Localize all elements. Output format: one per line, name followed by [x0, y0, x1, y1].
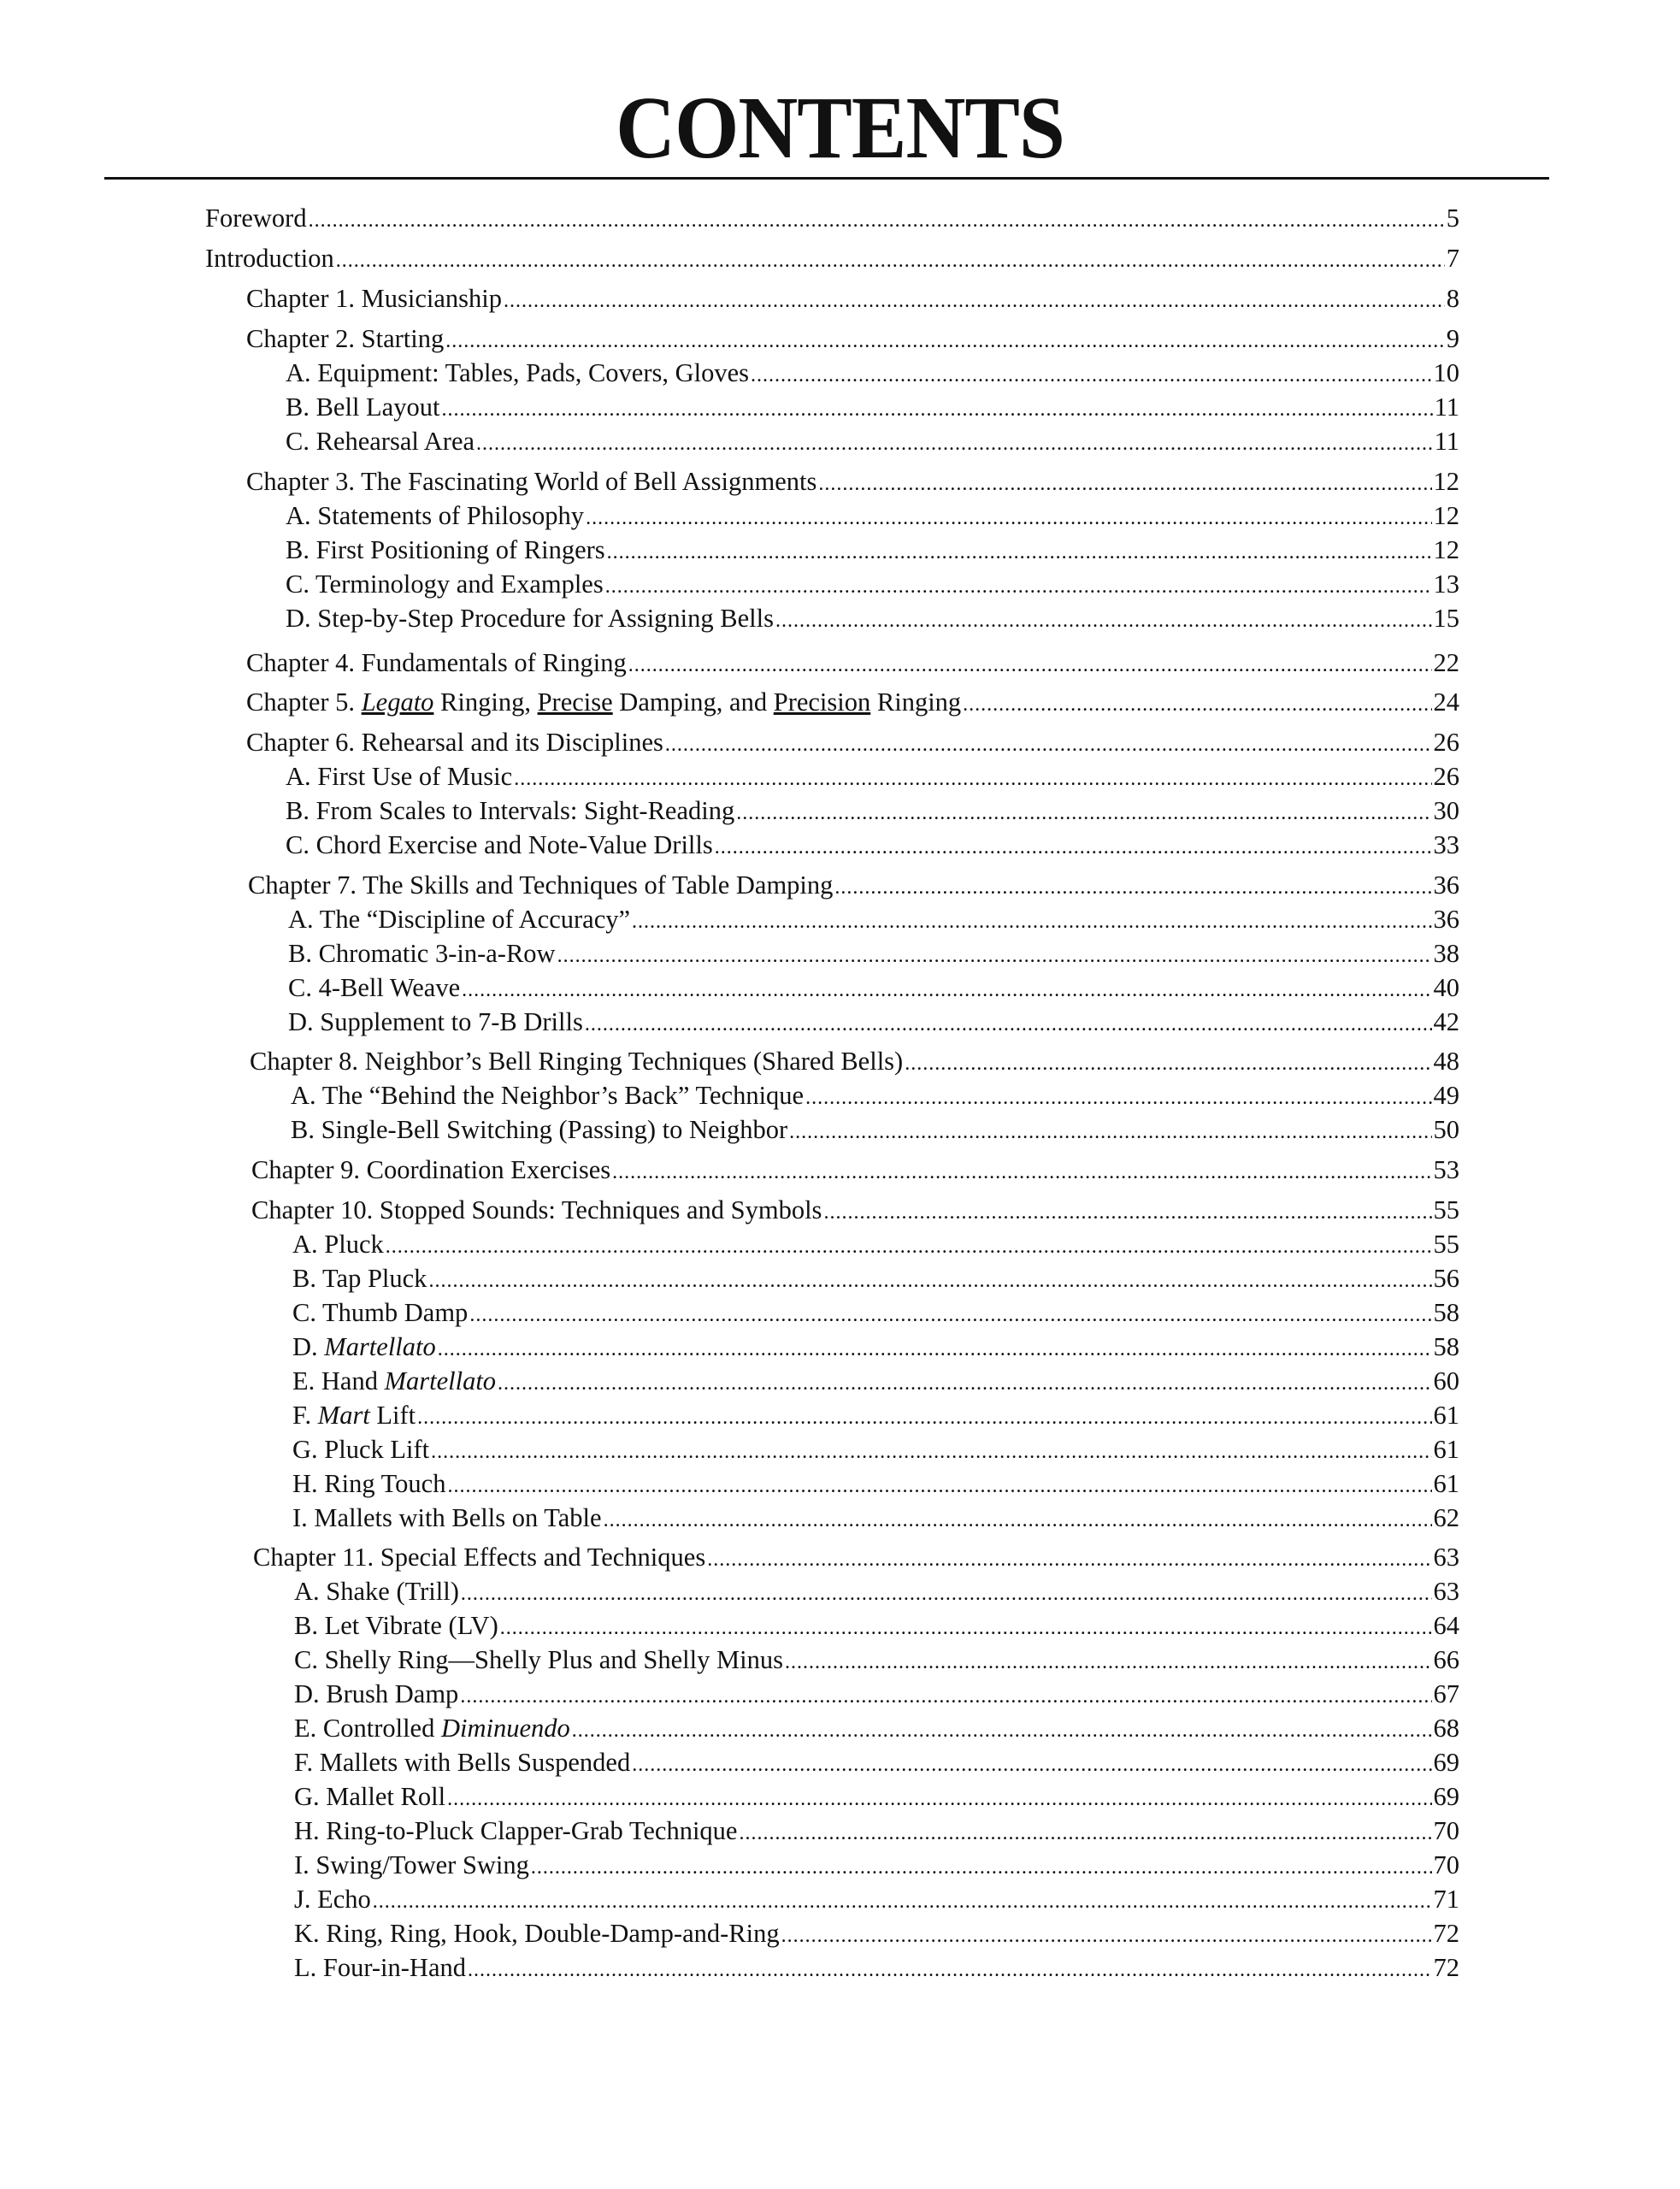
toc-entry-page: 33 — [1433, 830, 1459, 859]
toc-entry-label: Introduction — [205, 244, 334, 273]
dot-leader — [781, 1926, 1432, 1946]
dot-leader — [628, 655, 1432, 676]
toc-label-text: E. Hand — [292, 1366, 385, 1395]
toc-entry-11h — [294, 1818, 1459, 1844]
toc-entry-page: 55 — [1433, 1195, 1459, 1224]
dot-leader — [665, 735, 1432, 755]
toc-label-emphasis: Mart — [317, 1401, 370, 1430]
toc-entry-label: C. Thumb Damp — [292, 1298, 469, 1327]
toc-entry-page: 5 — [1446, 204, 1459, 233]
toc-entry-page: 50 — [1433, 1115, 1459, 1144]
toc-entry-label: D. Brush Damp — [294, 1679, 459, 1708]
dot-leader — [557, 946, 1432, 966]
dot-leader — [805, 1088, 1431, 1108]
toc-entry-page: 38 — [1433, 939, 1459, 968]
toc-entry-7a — [288, 906, 1459, 933]
toc-label-text: E. Controlled — [294, 1714, 441, 1743]
toc-entry-page: 12 — [1433, 501, 1459, 530]
dot-leader — [461, 1584, 1432, 1604]
toc-entry-page: 64 — [1433, 1611, 1459, 1640]
dot-leader — [632, 1755, 1431, 1775]
toc-entry-page: 11 — [1434, 427, 1459, 456]
toc-entry-label: Chapter 2. Starting — [246, 324, 445, 353]
toc-entry-chapter-11 — [253, 1544, 1459, 1571]
toc-entry-label: A. The “Behind the Neighbor’s Back” Technique — [291, 1081, 805, 1110]
toc-entry-label — [246, 689, 961, 716]
toc-entry-page: 61 — [1433, 1469, 1459, 1498]
toc-entry-page: 70 — [1433, 1816, 1459, 1845]
dot-leader — [373, 1891, 1432, 1912]
dot-leader — [736, 803, 1431, 823]
toc-entry-page: 68 — [1433, 1714, 1459, 1743]
toc-entry-10b — [292, 1266, 1459, 1292]
toc-entry-page: 7 — [1446, 244, 1459, 273]
toc-entry-page: 48 — [1433, 1047, 1459, 1076]
toc-entry-page: 22 — [1433, 648, 1459, 677]
toc-entry-2b — [286, 394, 1459, 421]
toc-entry-page: 9 — [1446, 324, 1459, 353]
toc-entry-label: K. Ring, Ring, Hook, Double-Damp-and-Ring — [294, 1919, 780, 1948]
dot-leader — [775, 611, 1432, 631]
toc-entry-page: 71 — [1433, 1885, 1459, 1914]
toc-entry-label: I. Swing/Tower Swing — [294, 1850, 529, 1879]
toc-label-underline: Precise — [537, 687, 613, 717]
toc-entry-page: 69 — [1433, 1782, 1459, 1811]
dot-leader — [607, 542, 1432, 563]
toc-entry-label: G. Mallet Roll — [294, 1782, 446, 1811]
toc-entry-chapter-5 — [246, 689, 1459, 716]
dot-leader — [585, 1014, 1432, 1035]
toc-entry-label: J. Echo — [294, 1885, 371, 1914]
toc-label-text: Lift — [369, 1401, 416, 1430]
toc-entry-introduction — [205, 245, 1459, 272]
toc-entry-11e — [294, 1715, 1459, 1742]
dot-leader — [309, 210, 1445, 231]
toc-entry-page: 63 — [1433, 1577, 1459, 1606]
toc-entry-6b — [286, 798, 1459, 824]
toc-entry-page: 60 — [1433, 1366, 1459, 1395]
toc-entry-page: 58 — [1433, 1298, 1459, 1327]
dot-leader — [605, 576, 1432, 597]
toc-entry-6c — [286, 832, 1459, 858]
toc-entry-3c — [286, 571, 1459, 598]
toc-entry-3b — [286, 537, 1459, 563]
toc-entry-label: Chapter 1. Musicianship — [246, 284, 503, 313]
dot-leader — [438, 1339, 1432, 1360]
toc-entry-page: 8 — [1446, 284, 1459, 313]
dot-leader — [504, 291, 1445, 311]
toc-label-emphasis: Martellato — [324, 1332, 436, 1361]
toc-entry-label: C. 4-Bell Weave — [288, 973, 461, 1002]
dot-leader — [604, 1510, 1432, 1531]
dot-leader — [441, 399, 1432, 420]
toc-entry-chapter-9 — [251, 1157, 1459, 1183]
toc-entry-label: A. Shake (Trill) — [294, 1577, 459, 1606]
toc-entry-2a — [286, 360, 1459, 386]
toc-entry-2c — [286, 428, 1459, 455]
dot-leader — [818, 474, 1431, 494]
toc-entry-page: 36 — [1433, 905, 1459, 934]
toc-entry-label: B. Tap Pluck — [292, 1264, 427, 1293]
toc-entry-label: F. Mallets with Bells Suspended — [294, 1748, 631, 1777]
toc-entry-11l — [294, 1955, 1459, 1981]
toc-entry-label: H. Ring-to-Pluck Clapper-Grab Technique — [294, 1816, 738, 1845]
toc-entry-label: L. Four-in-Hand — [294, 1953, 466, 1982]
toc-entry-11d — [294, 1681, 1459, 1708]
toc-entry-label: Chapter 7. The Skills and Techniques of Table Damping — [248, 870, 834, 900]
toc-entry-page: 12 — [1433, 467, 1459, 496]
dot-leader — [460, 1686, 1431, 1707]
toc-entry-chapter-7 — [248, 872, 1459, 899]
dot-leader — [417, 1407, 1431, 1428]
toc-entry-10a — [292, 1231, 1459, 1258]
toc-entry-page: 11 — [1434, 392, 1459, 422]
dot-leader — [428, 1271, 1431, 1291]
toc-entry-label: Chapter 11. Special Effects and Techniques — [253, 1543, 706, 1572]
toc-entry-label: Chapter 4. Fundamentals of Ringing — [246, 648, 627, 677]
toc-label-text: Chapter 5. — [246, 687, 362, 717]
dot-leader — [632, 912, 1431, 932]
toc-entry-page: 55 — [1433, 1230, 1459, 1259]
toc-entry-8b — [291, 1117, 1459, 1143]
toc-entry-label: A. First Use of Music — [286, 762, 513, 791]
toc-entry-label: I. Mallets with Bells on Table — [292, 1503, 602, 1532]
toc-label-text: Damping, and — [612, 687, 774, 717]
toc-entry-10e — [292, 1368, 1459, 1395]
dot-leader — [707, 1549, 1431, 1570]
toc-entry-page: 72 — [1433, 1953, 1459, 1982]
dot-leader — [572, 1720, 1432, 1741]
toc-entry-chapter-10 — [251, 1197, 1459, 1224]
toc-entry-label: C. Chord Exercise and Note-Value Drills — [286, 830, 713, 859]
dot-leader — [476, 434, 1433, 454]
toc-entry-chapter-8 — [250, 1048, 1459, 1075]
dot-leader — [715, 837, 1432, 858]
toc-entry-10i — [292, 1505, 1459, 1531]
dot-leader — [514, 769, 1431, 789]
dot-leader — [531, 1857, 1432, 1878]
toc-entry-7b — [288, 941, 1459, 967]
dot-leader — [823, 1202, 1431, 1223]
toc-entry-chapter-2 — [246, 326, 1459, 352]
toc-entry-page: 61 — [1433, 1435, 1459, 1464]
toc-entry-page: 10 — [1433, 358, 1459, 387]
dot-leader — [963, 694, 1431, 715]
toc-entry-8a — [291, 1083, 1459, 1109]
toc-entry-page: 24 — [1433, 687, 1459, 717]
toc-label-emphasis: Diminuendo — [440, 1714, 570, 1743]
dot-leader — [905, 1053, 1431, 1074]
toc-entry-11f — [294, 1749, 1459, 1776]
dot-leader — [431, 1442, 1431, 1462]
toc-entry-label: A. Equipment: Tables, Pads, Covers, Gloves — [286, 358, 750, 387]
toc-entry-label: H. Ring Touch — [292, 1469, 446, 1498]
toc-entry-label: B. From Scales to Intervals: Sight-Reading — [286, 796, 735, 825]
toc-entry-10g — [292, 1437, 1459, 1463]
dot-leader — [469, 1305, 1431, 1325]
toc-entry-label: A. The “Discipline of Accuracy” — [288, 905, 631, 934]
toc-entry-label: C. Rehearsal Area — [286, 427, 475, 456]
toc-entry-page: 36 — [1433, 870, 1459, 900]
toc-entry-page: 66 — [1433, 1645, 1459, 1674]
toc-entry-page: 26 — [1433, 728, 1459, 757]
toc-entry-label: B. Let Vibrate (LV) — [294, 1611, 498, 1640]
dot-leader — [834, 877, 1431, 898]
toc-label-text: F. — [292, 1401, 318, 1430]
toc-entry-label: B. Bell Layout — [286, 392, 440, 422]
dot-leader — [447, 1789, 1431, 1809]
toc-entry-label: Chapter 8. Neighbor’s Bell Ringing Techniques (Shared Bells) — [250, 1047, 904, 1076]
toc-entry-label: C. Shelly Ring—Shelly Plus and Shelly Minus — [294, 1645, 783, 1674]
toc-entry-10f — [292, 1402, 1459, 1429]
toc-entry-label: B. First Positioning of Ringers — [286, 535, 605, 564]
toc-entry-page: 63 — [1433, 1543, 1459, 1572]
toc-label-underline: Precision — [773, 687, 871, 717]
toc-entry-11b — [294, 1613, 1459, 1639]
dot-leader — [785, 1652, 1432, 1673]
dot-leader — [468, 1960, 1432, 1980]
toc-label-emphasis: Legato — [361, 687, 434, 717]
toc-entry-10c — [292, 1300, 1459, 1326]
toc-entry-page: 70 — [1433, 1850, 1459, 1879]
toc-entry-page: 26 — [1433, 762, 1459, 791]
toc-label-text: D. — [292, 1332, 325, 1361]
toc-label-text: Ringing — [870, 687, 962, 717]
toc-entry-label: G. Pluck Lift — [292, 1435, 430, 1464]
toc-entry-page: 53 — [1433, 1155, 1459, 1184]
toc-entry-11k — [294, 1921, 1459, 1947]
toc-entry-label: Chapter 3. The Fascinating World of Bell Assignments — [246, 467, 817, 496]
toc-entry-7c — [288, 975, 1459, 1001]
toc-entry-label: Chapter 10. Stopped Sounds: Techniques and Symbols — [251, 1195, 822, 1224]
toc-entry-page: 67 — [1433, 1679, 1459, 1708]
toc-entry-page: 12 — [1433, 535, 1459, 564]
toc-entry-page: 40 — [1433, 973, 1459, 1002]
toc-entry-label: C. Terminology and Examples — [286, 569, 604, 599]
dot-leader — [500, 1618, 1432, 1638]
toc-entry-11j — [294, 1886, 1459, 1913]
toc-entry-label: A. Statements of Philosophy — [286, 501, 585, 530]
toc-entry-6a — [286, 764, 1459, 790]
toc-entry-page: 49 — [1433, 1081, 1459, 1110]
toc-entry-10d — [292, 1334, 1459, 1360]
toc-entry-page: 42 — [1433, 1007, 1459, 1036]
toc-entry-11g — [294, 1784, 1459, 1810]
dot-leader — [462, 980, 1431, 1000]
toc-entry-chapter-1 — [246, 286, 1459, 312]
toc-entry-10h — [292, 1471, 1459, 1497]
toc-entry-label — [292, 1402, 416, 1429]
dot-leader — [498, 1373, 1431, 1394]
toc-entry-label: B. Single-Bell Switching (Passing) to Neighbor — [291, 1115, 788, 1144]
toc-entry-page: 30 — [1433, 796, 1459, 825]
dot-leader — [447, 1476, 1431, 1496]
toc-entry-7d — [288, 1009, 1459, 1035]
toc-entry-page: 15 — [1433, 604, 1459, 633]
toc-entry-label: Chapter 6. Rehearsal and its Disciplines — [246, 728, 663, 757]
toc-entry-label: D. Supplement to 7-B Drills — [288, 1007, 583, 1036]
toc-entry-11a — [294, 1578, 1459, 1605]
toc-entry-label — [294, 1715, 570, 1742]
toc-entry-page: 13 — [1433, 569, 1459, 599]
toc-entry-page: 58 — [1433, 1332, 1459, 1361]
page-title: CONTENTS — [616, 79, 1064, 177]
toc-entry-page: 72 — [1433, 1919, 1459, 1948]
toc-entry-label: Foreword — [205, 204, 307, 233]
toc-entry-chapter-4 — [246, 650, 1459, 676]
toc-entry-label — [292, 1368, 496, 1395]
dot-leader — [612, 1162, 1431, 1183]
title-divider — [104, 177, 1549, 180]
toc-entry-label: A. Pluck — [292, 1230, 384, 1259]
dot-leader — [789, 1122, 1431, 1142]
toc-entry-page: 69 — [1433, 1748, 1459, 1777]
dot-leader — [336, 251, 1445, 271]
toc-entry-page: 62 — [1433, 1503, 1459, 1532]
dot-leader — [739, 1823, 1431, 1844]
dot-leader — [445, 331, 1444, 351]
toc-entry-page: 56 — [1433, 1264, 1459, 1293]
toc-entry-page: 61 — [1433, 1401, 1459, 1430]
toc-entry-11c — [294, 1647, 1459, 1673]
toc-entry-chapter-3 — [246, 469, 1459, 495]
toc-entry-3d — [286, 605, 1459, 632]
toc-entry-11i — [294, 1852, 1459, 1879]
dot-leader — [386, 1236, 1432, 1257]
dot-leader — [586, 508, 1431, 528]
toc-entry-label — [292, 1334, 436, 1360]
toc-entry-label: Chapter 9. Coordination Exercises — [251, 1155, 611, 1184]
toc-entry-label: B. Chromatic 3-in-a-Row — [288, 939, 556, 968]
dot-leader — [751, 365, 1431, 386]
toc-label-text: Ringing, — [433, 687, 538, 717]
toc-label-emphasis: Martellato — [384, 1366, 497, 1395]
toc-entry-foreword — [205, 205, 1459, 232]
toc-entry-chapter-6 — [246, 729, 1459, 756]
toc-entry-label: D. Step-by-Step Procedure for Assigning Bells — [286, 604, 774, 633]
toc-entry-3a — [286, 503, 1459, 529]
